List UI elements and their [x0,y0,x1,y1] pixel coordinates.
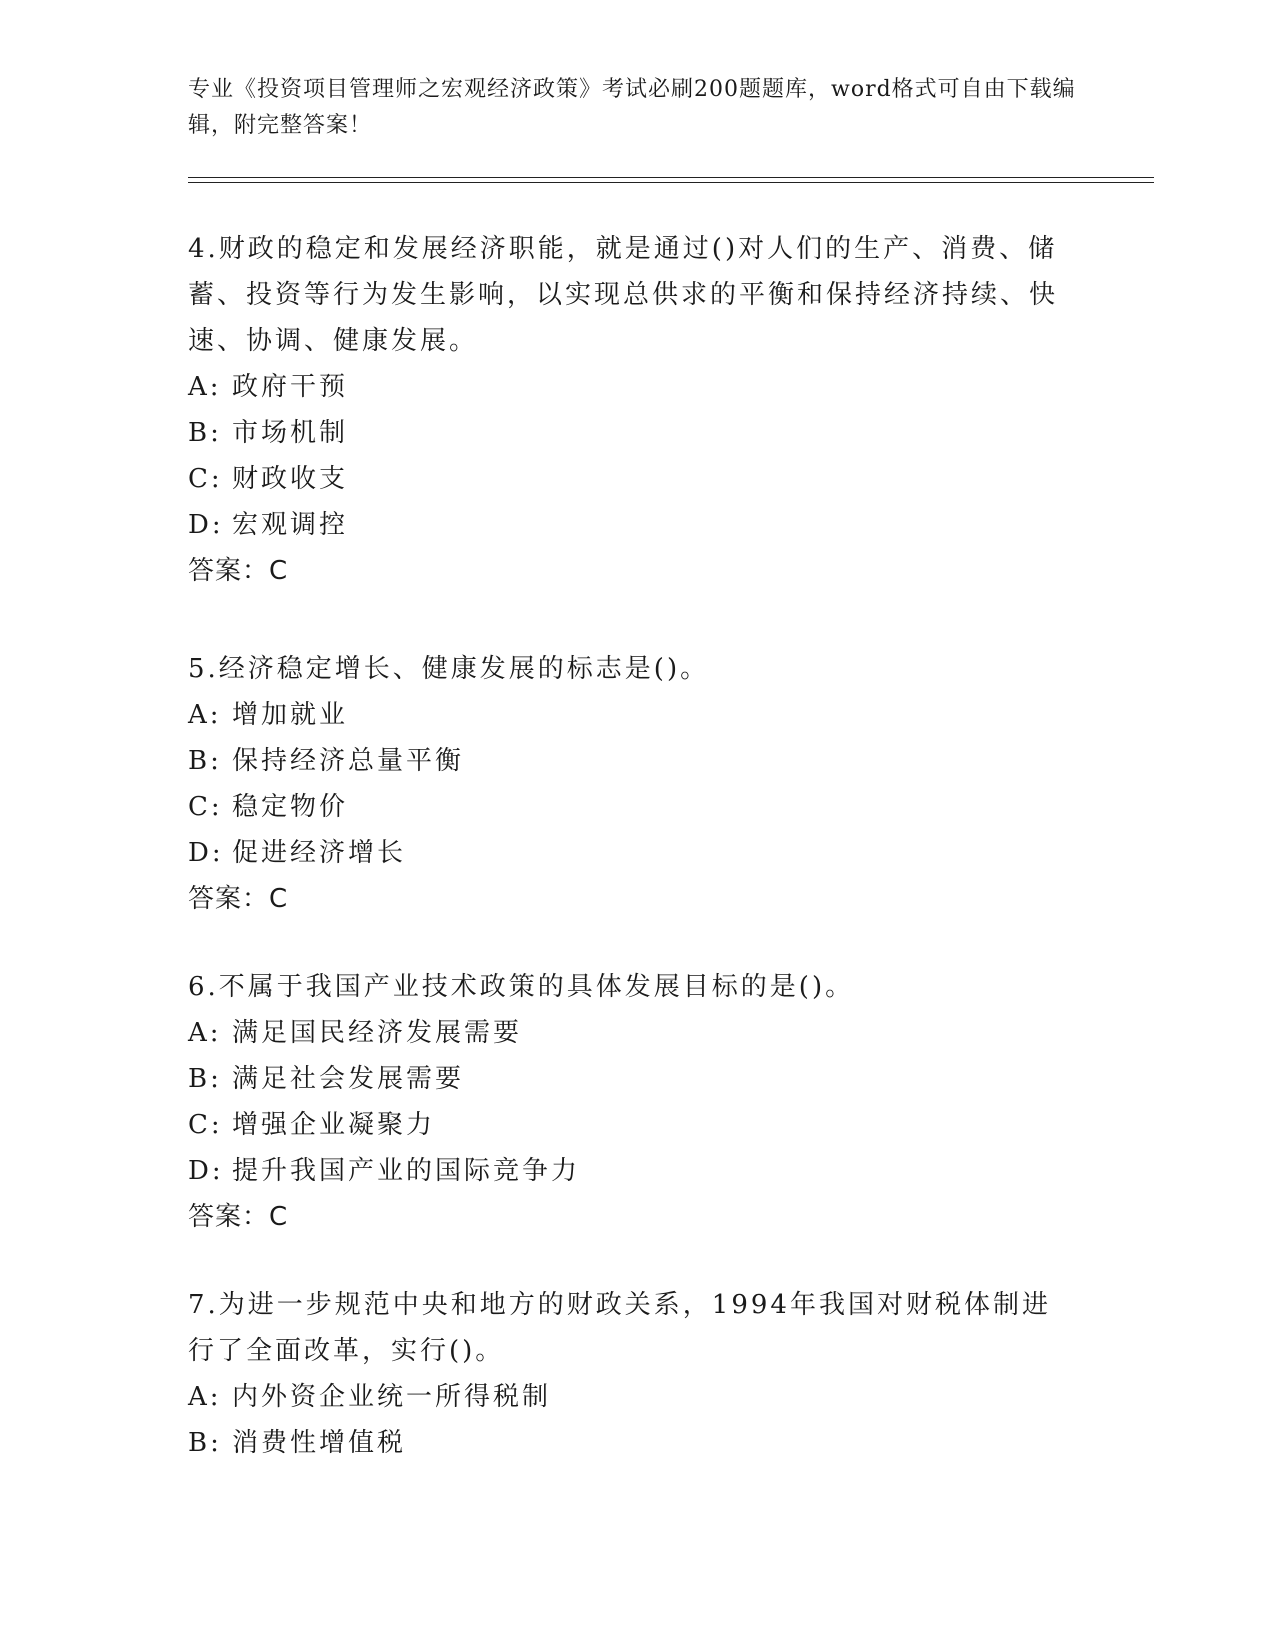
option-text: 满足国民经济发展需要 [232,1018,523,1048]
option-b [188,1420,1068,1466]
option-b [188,738,1068,784]
option-key: A: [188,372,222,402]
option-key: B: [188,746,222,776]
option-text: 提升我国产业的国际竞争力 [232,1156,581,1186]
option-c [188,784,1068,830]
answer: 答案：C [188,1202,289,1232]
question-stem: 6.不属于我国产业技术政策的具体发展目标的是()。 [188,972,855,1002]
option-text: 宏观调控 [232,510,349,540]
option-a [188,364,1068,410]
option-key: D: [188,838,224,868]
option-b [188,1056,1068,1102]
option-d [188,502,1068,548]
header-divider-bottom [188,182,1154,183]
answer: 答案：C [188,884,289,914]
option-key: B: [188,418,222,448]
question-stem: 5.经济稳定增长、健康发展的标志是()。 [188,654,710,684]
option-key: C: [188,1110,223,1140]
document-header: 专业《投资项目管理师之宏观经济政策》考试必刷200题题库，word格式可自由下载编辑，附完整答案！ [188,77,1076,138]
option-key: D: [188,1156,224,1186]
header-divider-top [188,177,1154,178]
option-a [188,1010,1068,1056]
option-c [188,1102,1068,1148]
question-stem: 4.财政的稳定和发展经济职能，就是通过()对人们的生产、消费、储蓄、投资等行为发生影响，以实现总供求的平衡和保持经济持续、快速、协调、健康发展。 [188,234,1059,356]
option-key: D: [188,510,224,540]
option-key: C: [188,464,223,494]
option-text: 内外资企业统一所得税制 [232,1382,552,1412]
option-text: 保持经济总量平衡 [232,746,465,776]
option-key: A: [188,700,222,730]
option-d [188,1148,1068,1194]
option-key: B: [188,1064,222,1094]
answer: 答案：C [188,556,289,586]
option-text: 消费性增值税 [232,1428,407,1458]
question-4 [188,226,1068,594]
question-6 [188,964,1068,1240]
option-text: 增加就业 [232,700,349,730]
question-stem: 7.为进一步规范中央和地方的财政关系，1994年我国对财税体制进行了全面改革，实行()。 [188,1290,1051,1366]
option-text: 增强企业凝聚力 [232,1110,436,1140]
option-text: 稳定物价 [232,792,349,822]
option-text: 促进经济增长 [232,838,407,868]
option-text: 政府干预 [232,372,349,402]
option-key: B: [188,1428,222,1458]
option-key: C: [188,792,223,822]
option-a [188,1374,1068,1420]
question-5 [188,646,1068,922]
question-7 [188,1282,1068,1466]
option-text: 市场机制 [232,418,349,448]
option-c [188,456,1068,502]
option-b [188,410,1068,456]
option-d [188,830,1068,876]
option-key: A: [188,1382,222,1412]
option-a [188,692,1068,738]
option-text: 财政收支 [232,464,349,494]
option-text: 满足社会发展需要 [232,1064,465,1094]
option-key: A: [188,1018,222,1048]
